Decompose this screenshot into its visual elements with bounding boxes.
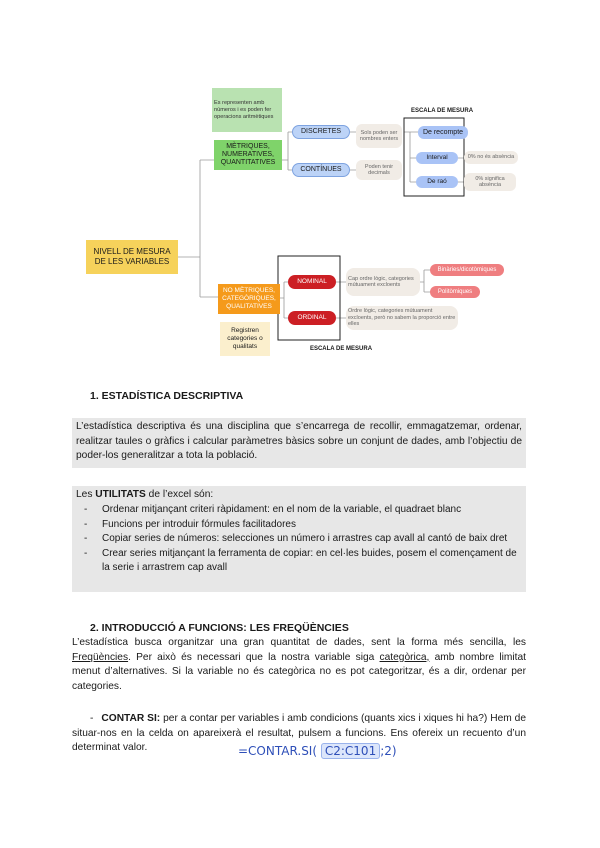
interval-label: Interval <box>426 154 448 161</box>
utilitats-heading <box>76 488 522 503</box>
politomiques-label: Politòmiques <box>437 289 473 295</box>
contar-dash: - <box>90 713 94 724</box>
scale-label-bottom: ESCALA DE MESURA <box>309 346 373 352</box>
politomiques-node <box>430 286 480 298</box>
de-rao-note <box>464 173 516 191</box>
nonmetric-label: NO MÈTRIQUES, CATEGÒRIQUES, QUALITATIVES <box>222 287 276 310</box>
top-note-text: Es representen amb números i es poden fer operacions aritmètiques <box>214 99 274 120</box>
metric-node <box>214 140 282 170</box>
discretes-note-text: Sols poden ser nombres enters <box>359 129 399 142</box>
freq-text-b: . Per això és necessari que la nostra variable siga <box>128 651 380 663</box>
formula-start: =CONTAR.SI( <box>238 744 318 758</box>
discretes-note <box>356 124 402 148</box>
ordinal-node <box>288 311 336 325</box>
interval-note <box>464 151 518 164</box>
top-note-node <box>212 88 282 132</box>
nominal-node <box>288 275 336 289</box>
utilitats-prefix: Les <box>76 489 96 500</box>
binaries-label: Binàries/dicotòmiques <box>437 267 497 273</box>
continues-note <box>356 160 402 180</box>
root-node <box>86 240 178 274</box>
de-rao-note-text: 0% significa absència <box>475 175 505 188</box>
ordinal-note <box>346 306 458 330</box>
discretes-node <box>292 125 350 139</box>
nonmetric-note-text: Registren categories o qualitats <box>227 327 263 350</box>
nominal-note-text: Cap ordre lògic, categories mútuament excloents <box>348 275 414 288</box>
freq-text-c: amb nombre limitat menut d’alternatives. Si la variable no és categòrica no es pot categoritzar, és a dir, ordenar per categories. <box>72 651 526 692</box>
continues-node <box>292 163 350 177</box>
utilitats-bold: UTILITATS <box>95 489 146 500</box>
frequencies-paragraph <box>72 636 526 694</box>
categorica-term: categòrica, <box>379 651 430 663</box>
nominal-label: NOMINAL <box>297 278 327 285</box>
utilitats-suffix: de l’excel són: <box>145 489 214 500</box>
continues-label: CONTÍNUES <box>300 166 342 173</box>
definition-text: L’estadística descriptiva és una disciplina que s’encarrega de recollir, emmagatzemar, ordenar, realitzar taules o gràfics i calcular paràmetres bàsics sobre un conjunt de dades, amb l’objectiu de poder-los generalitzar a tota la població. <box>76 421 522 462</box>
list-item: - Funcions per introduir fórmules facilitadores <box>76 518 522 533</box>
list-item: - Copiar series de números: selecciones un número i arrastres cap avall al cantó de baix dret <box>76 532 522 547</box>
de-recompte-label: De recompte <box>422 128 464 136</box>
contar-si-bold: CONTAR SI: <box>101 713 161 724</box>
utilitats-list <box>76 503 522 576</box>
de-rao-node <box>416 176 458 188</box>
section1-title: 1. ESTADÍSTICA DESCRIPTIVA <box>90 390 244 402</box>
freq-text-a: L’estadística busca organitzar una gran quantitat de dades, sent la forma més sencilla, les <box>72 637 526 648</box>
de-rao-label: De raó <box>427 178 447 185</box>
scale-label-top: ESCALA DE MESURA <box>410 108 474 114</box>
nominal-note <box>346 268 420 296</box>
ordinal-note-text: Ordre lògic, categories mútuament excloents, però no sabem la proporció entre elles <box>348 308 456 328</box>
formula-example <box>238 744 397 758</box>
freq-term-link: Freqüències <box>72 651 129 663</box>
metric-label: MÈTRIQUES, NUMERATIVES, QUANTITATIVES <box>220 143 276 166</box>
root-label: NIVELL DE MESURA DE LES VARIABLES <box>93 247 171 266</box>
list-item: - Crear series mitjançant la ferramenta de copiar: en cel·les buides, posem el començament de la serie i arrastrem cap avall <box>76 547 522 576</box>
binaries-node <box>430 264 504 276</box>
nonmetric-note <box>220 322 270 356</box>
de-recompte-node <box>418 126 468 139</box>
formula-end: ;2) <box>380 744 397 758</box>
formula-range: C2:C101 <box>321 743 380 759</box>
continues-note-text: Poden tenir decimals <box>364 163 394 176</box>
discretes-label: DISCRETES <box>300 128 342 135</box>
list-item: - Ordenar mitjançant criteri ràpidament: en el nom de la variable, el quadraet blanc <box>76 503 522 518</box>
contar-si-text: per a contar per variables i amb condicions (quants xics i xiques hi ha?) Hem de situar-nos en la celda on apareixerà el resultat, pulsem a funcions. Ens ofereix un recuento d’un determinat valor. <box>72 713 526 754</box>
interval-note-text: 0% no és absència <box>467 154 515 161</box>
ordinal-label: ORDINAL <box>297 314 327 321</box>
section2-title: 2. INTRODUCCIÓ A FUNCIONS: LES FREQÜÈNCIES <box>90 622 349 634</box>
nonmetric-node <box>218 284 280 314</box>
interval-node <box>416 152 458 164</box>
